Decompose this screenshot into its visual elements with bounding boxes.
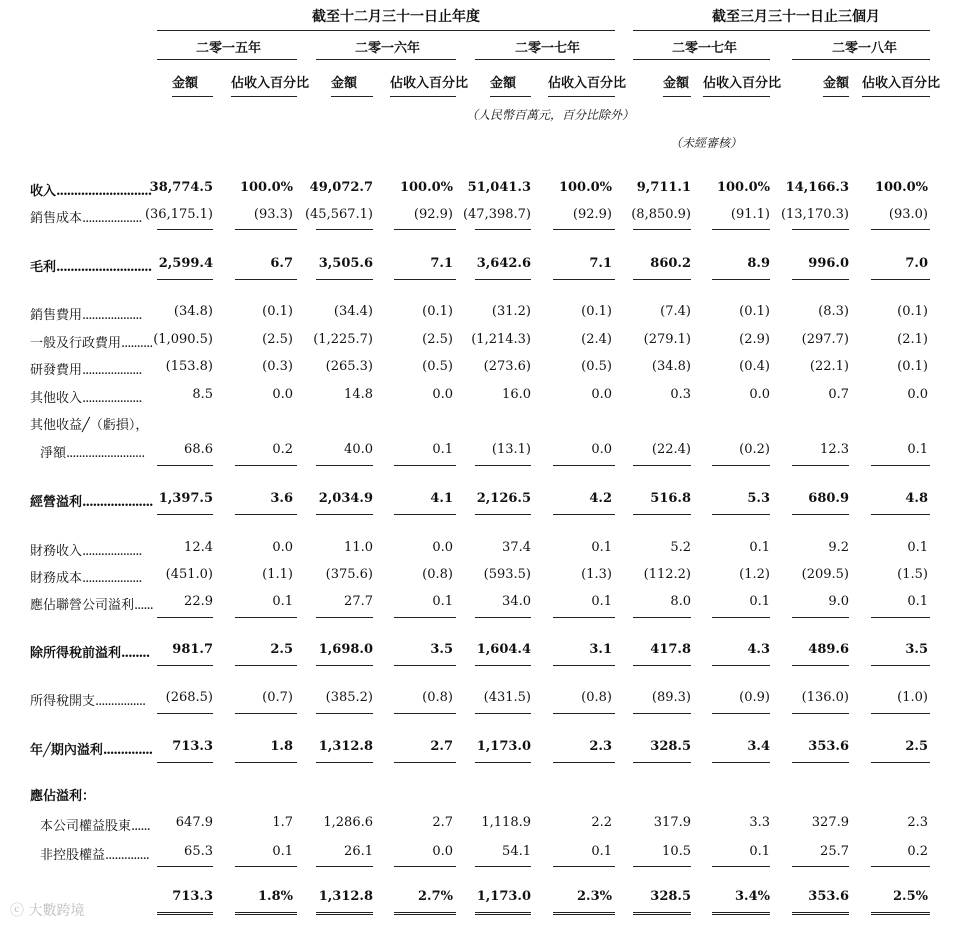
amount-cell: (34.4) [333,304,373,319]
amount-cell: (375.6) [325,567,373,582]
amount-cell: (279.1) [643,332,691,347]
unaudited-note: （未經審核） [670,136,743,150]
amount-cell: (47,398.7) [462,207,531,222]
col-amount-header: 金額 [490,76,517,91]
row-label-text: 毛利 [30,260,57,275]
amount-cell: 327.9 [811,815,849,830]
amount-cell: 680.9 [808,491,849,506]
amount-cell: 54.1 [502,844,531,859]
amount-cell: (593.5) [483,567,531,582]
amount-cell: 1,397.5 [158,491,213,506]
amount-cell: 9,711.1 [636,180,691,195]
pct-cell: 0.2 [272,442,293,457]
pct-cell: 100.0% [874,180,928,195]
table-row [0,330,963,350]
watermark-text: 大數跨境 [28,903,85,919]
amount-cell: 1,173.0 [476,889,531,904]
pct-cell: 2.5 [905,739,928,754]
amount-cell: (431.5) [483,690,531,705]
pct-cell: (0.9) [739,690,770,705]
amount-cell: 68.6 [184,442,213,457]
pct-cell: 1.7 [272,815,293,830]
pct-cell: (0.8) [422,567,453,582]
pct-cell: 2.3 [907,815,928,830]
leader-dots: ................... [82,391,142,406]
pct-cell: 2.7 [430,739,453,754]
amount-cell: 9.0 [828,594,849,609]
pct-cell: 0.1 [591,844,612,859]
amount-cell: 1,173.0 [476,739,531,754]
amount-cell: 2,126.5 [476,491,531,506]
pct-cell: 0.1 [272,844,293,859]
amount-cell: 353.6 [808,889,849,904]
amount-cell: 65.3 [184,844,213,859]
leader-dots: ...... [134,598,153,613]
leader-dots: ...... [131,819,150,834]
amount-cell: (385.2) [325,690,373,705]
pct-cell: (2.5) [422,332,453,347]
pct-cell: 100.0% [239,180,293,195]
amount-cell: 996.0 [808,256,849,271]
pct-cell: 7.1 [430,256,453,271]
row-label [30,304,142,323]
amount-cell: (31.2) [491,304,531,319]
table-row [0,412,963,432]
amount-cell: 49,072.7 [309,180,373,195]
table-row [0,592,963,612]
row-label-text: 淨額 [40,446,67,461]
pct-cell: (0.1) [897,359,928,374]
table-row [0,640,963,660]
pct-cell: (1.5) [897,567,928,582]
table-row [0,254,963,274]
amount-cell: 12.4 [184,540,213,555]
row-label [40,844,149,863]
amount-cell: (153.8) [165,359,213,374]
pct-cell: (0.1) [581,304,612,319]
amount-cell: 12.3 [820,442,849,457]
pct-cell: 3.3 [749,815,770,830]
amount-cell: 26.1 [344,844,373,859]
leader-dots: ................... [82,211,142,226]
pct-cell: (0.1) [262,304,293,319]
leader-dots: ................... [82,544,142,559]
pct-cell: (0.7) [262,690,293,705]
pct-cell: 2.5 [270,642,293,657]
amount-cell: 22.9 [184,594,213,609]
table-row [0,783,963,803]
amount-cell: 1,312.8 [318,889,373,904]
amount-cell: (297.7) [801,332,849,347]
amount-cell: (22.1) [809,359,849,374]
row-label-text: 研發費用 [30,363,83,378]
pct-cell: 0.0 [591,442,612,457]
pct-cell: 2.3% [577,889,612,904]
pct-cell: 0.1 [749,594,770,609]
pct-cell: 0.1 [749,540,770,555]
pct-cell: 6.7 [270,256,293,271]
pct-cell: 2.7 [432,815,453,830]
amount-cell: 713.3 [172,889,213,904]
leader-dots: ......................... [66,446,145,461]
amount-cell: 51,041.3 [467,180,531,195]
row-label [40,442,144,461]
amount-cell: 14.8 [344,387,373,402]
row-label-text: 所得稅開支 [30,694,96,709]
col-pct-header: 佔收入百分比 [862,76,941,91]
table-row [0,565,963,585]
pct-cell: 0.0 [272,387,293,402]
pct-cell: 3.5 [905,642,928,657]
row-label-text: 收入 [30,184,57,199]
leader-dots: ........................... [56,184,152,199]
pct-cell: 100.0% [716,180,770,195]
amount-cell: (8.3) [818,304,849,319]
amount-cell: 10.5 [662,844,691,859]
pct-cell: (93.0) [888,207,928,222]
row-label [30,332,152,351]
row-label-text: 銷售成本 [30,211,83,226]
pct-cell: 0.1 [272,594,293,609]
amount-cell: (45,567.1) [304,207,373,222]
pct-cell: 0.1 [432,594,453,609]
amount-cell: 2,034.9 [318,491,373,506]
row-label-text: 經營溢利 [30,495,83,510]
pct-cell: 4.2 [589,491,612,506]
amount-cell: 14,166.3 [785,180,849,195]
pct-cell: 0.1 [749,844,770,859]
pct-cell: 0.0 [432,387,453,402]
pct-cell: 0.0 [907,387,928,402]
amount-cell: 328.5 [650,889,691,904]
pct-cell: 0.1 [907,594,928,609]
amount-cell: (1,214.3) [471,332,531,347]
pct-cell: (2.5) [262,332,293,347]
pct-cell: 2.7% [418,889,453,904]
amount-cell: (273.6) [483,359,531,374]
row-label-text: 其他收入 [30,391,83,406]
row-label [30,785,95,804]
watermark [10,900,84,920]
row-label-text: 應佔聯營公司溢利 [30,598,135,613]
pct-cell: 4.8 [905,491,928,506]
amount-cell: (112.2) [643,567,691,582]
row-label [30,414,148,433]
pct-cell: 0.1 [591,540,612,555]
pct-cell: 0.0 [272,540,293,555]
logo-icon: ⓒ [10,903,24,919]
amount-cell: 3,642.6 [476,256,531,271]
amount-cell: 40.0 [344,442,373,457]
leader-dots: ........................... [56,260,152,275]
pct-cell: 0.1 [432,442,453,457]
pct-cell: (0.8) [581,690,612,705]
amount-cell: (13.1) [491,442,531,457]
amount-cell: (265.3) [325,359,373,374]
amount-cell: (34.8) [651,359,691,374]
row-label-text: 財務收入 [30,544,83,559]
row-label [30,540,142,559]
amount-cell: (34.8) [173,304,213,319]
row-label [30,256,151,275]
pct-cell: 1.8% [258,889,293,904]
amount-cell: 0.3 [670,387,691,402]
table-row [0,842,963,862]
amount-cell: 1,604.4 [476,642,531,657]
amount-cell: (36,175.1) [144,207,213,222]
pct-cell: 0.1 [907,442,928,457]
pct-cell: 0.2 [907,844,928,859]
pct-cell: (0.8) [422,690,453,705]
amount-cell: 860.2 [650,256,691,271]
pct-cell: 2.5% [893,889,928,904]
pct-cell: (1.1) [262,567,293,582]
amount-cell: (1,090.5) [153,332,213,347]
leader-dots: .................... [82,495,153,510]
amount-cell: 0.7 [828,387,849,402]
amount-cell: 1,118.9 [481,815,531,830]
amount-cell: 647.9 [175,815,213,830]
amount-cell: (209.5) [801,567,849,582]
row-label [40,815,150,834]
pct-cell: (0.5) [581,359,612,374]
row-label-text: 除所得稅前溢利 [30,646,122,661]
leader-dots: .......... [121,336,153,351]
amount-cell: 317.9 [653,815,691,830]
period-q1-2017: 二零一七年 [672,41,738,56]
col-pct-header: 佔收入百分比 [548,76,627,91]
amount-cell: (13,170.3) [780,207,849,222]
period-2016: 二零一六年 [355,41,421,56]
period-2017: 二零一七年 [515,41,581,56]
pct-cell: 3.1 [589,642,612,657]
row-label [30,207,142,226]
amount-cell: 1,286.6 [323,815,373,830]
pct-cell: (0.1) [897,304,928,319]
col-amount-header: 金額 [663,76,690,91]
amount-cell: (1,225.7) [313,332,373,347]
amount-cell: (268.5) [165,690,213,705]
pct-cell: 3.4% [735,889,770,904]
pct-cell: 100.0% [558,180,612,195]
amount-cell: 489.6 [808,642,849,657]
pct-cell: 0.1 [591,594,612,609]
pct-cell: 0.0 [749,387,770,402]
row-label-text: 銷售費用 [30,308,83,323]
leader-dots: .............. [105,848,149,863]
amount-cell: 417.8 [650,642,691,657]
amount-cell: (451.0) [165,567,213,582]
row-label-text: 其他收益╱（虧損）， [30,418,149,433]
amount-cell: (7.4) [660,304,691,319]
period-2015: 二零一五年 [196,41,262,56]
amount-cell: 8.0 [670,594,691,609]
pct-cell: (92.9) [413,207,453,222]
pct-cell: (2.1) [897,332,928,347]
col-amount-header: 金額 [331,76,358,91]
pct-cell: 100.0% [399,180,453,195]
pct-cell: 0.0 [432,540,453,555]
col-amount-header: 金額 [172,76,199,91]
period-q1-2018: 二零一八年 [832,41,898,56]
leader-dots: ................ [95,694,146,709]
amount-cell: 981.7 [172,642,213,657]
pct-cell: 2.2 [591,815,612,830]
pct-cell: 7.1 [589,256,612,271]
pct-cell: (2.4) [581,332,612,347]
amount-cell: (136.0) [801,690,849,705]
leader-dots: ................... [82,308,142,323]
pct-cell: (0.5) [422,359,453,374]
amount-cell: 1,698.0 [318,642,373,657]
row-label-text: 本公司權益股東 [40,819,132,834]
row-label [30,567,142,586]
leader-dots: .............. [102,743,153,758]
row-label-text: 年╱期內溢利 [30,743,103,758]
table-row [0,737,963,757]
amount-cell: (89.3) [651,690,691,705]
pct-cell: (0.3) [262,359,293,374]
table-row [0,688,963,708]
row-label [30,594,153,613]
amount-cell: (22.4) [651,442,691,457]
row-label-text: 應佔溢利： [30,789,96,804]
row-label [30,491,153,510]
col-amount-header: 金額 [823,76,850,91]
amount-cell: 3,505.6 [318,256,373,271]
quarter-group-heading: 截至三月三十一日止三個月 [712,9,880,25]
table-row [0,440,963,460]
pct-cell: 4.3 [747,642,770,657]
table-row [0,887,963,907]
row-label [30,739,152,758]
amount-cell: 328.5 [650,739,691,754]
row-label [30,180,151,199]
pct-cell: 3.5 [430,642,453,657]
table-row [0,357,963,377]
pct-cell: 0.1 [907,540,928,555]
pct-cell: 2.3 [589,739,612,754]
pct-cell: (0.1) [739,304,770,319]
amount-cell: 25.7 [820,844,849,859]
amount-cell: 713.3 [172,739,213,754]
table-row [0,302,963,322]
amount-cell: 27.7 [344,594,373,609]
row-label-text: 財務成本 [30,571,83,586]
col-pct-header: 佔收入百分比 [231,76,310,91]
pct-cell: 4.1 [430,491,453,506]
amount-cell: 37.4 [502,540,531,555]
pct-cell: (0.2) [739,442,770,457]
amount-cell: 11.0 [344,540,373,555]
pct-cell: (0.4) [739,359,770,374]
table-row [0,205,963,225]
amount-cell: (8,850.9) [631,207,691,222]
pct-cell: 8.9 [747,256,770,271]
pct-cell: (91.1) [730,207,770,222]
leader-dots: ........ [121,646,150,661]
pct-cell: 7.0 [905,256,928,271]
table-row [0,489,963,509]
pct-cell: 0.0 [591,387,612,402]
amount-cell: 516.8 [650,491,691,506]
amount-cell: 34.0 [502,594,531,609]
pct-cell: (0.1) [422,304,453,319]
amount-cell: 353.6 [808,739,849,754]
pct-cell: 3.6 [270,491,293,506]
pct-cell: (92.9) [572,207,612,222]
unit-note: （人民幣百萬元，百分比除外） [466,108,635,122]
col-pct-header: 佔收入百分比 [703,76,782,91]
amount-cell: 2,599.4 [158,256,213,271]
pct-cell: 5.3 [747,491,770,506]
col-pct-header: 佔收入百分比 [390,76,469,91]
pct-cell: (1.0) [897,690,928,705]
pct-cell: 3.4 [747,739,770,754]
leader-dots: ................... [82,363,142,378]
row-label [30,359,142,378]
row-label [30,690,145,709]
row-label [30,642,149,661]
amount-cell: 38,774.5 [149,180,213,195]
pct-cell: (1.2) [739,567,770,582]
amount-cell: 5.2 [670,540,691,555]
table-row [0,538,963,558]
amount-cell: 9.2 [828,540,849,555]
row-label [30,387,142,406]
table-row [0,385,963,405]
row-label-text: 一般及行政費用 [30,336,122,351]
leader-dots: ................... [82,571,142,586]
table-row [0,813,963,833]
amount-cell: 1,312.8 [318,739,373,754]
year-group-heading: 截至十二月三十一日止年度 [312,9,480,25]
pct-cell: (1.3) [581,567,612,582]
amount-cell: 16.0 [502,387,531,402]
pct-cell: (93.3) [253,207,293,222]
pct-cell: 1.8 [270,739,293,754]
row-label-text: 非控股權益 [40,848,106,863]
pct-cell: (2.9) [739,332,770,347]
amount-cell: 8.5 [192,387,213,402]
pct-cell: 0.0 [432,844,453,859]
table-row [0,178,963,198]
